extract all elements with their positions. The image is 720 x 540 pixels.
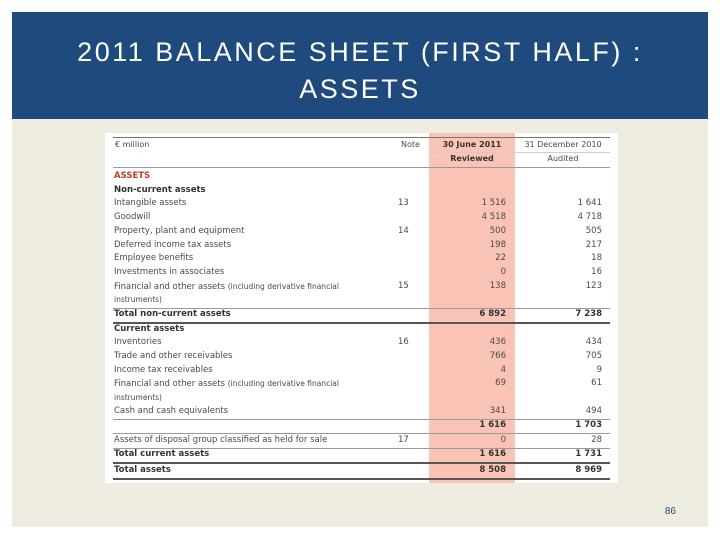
row-label: Property, plant and equipment — [114, 225, 245, 236]
row-note: 16 — [398, 337, 409, 348]
row-label: instruments) — [114, 295, 162, 305]
row-label — [114, 280, 339, 295]
row-value-2011: 0 — [500, 434, 506, 445]
row-value-2011: 4 518 — [481, 212, 506, 223]
row-value-2010: 1 641 — [577, 198, 602, 209]
table-row — [113, 350, 610, 364]
row-value-2011: 500 — [489, 225, 506, 236]
row-value-2010: 1 703 — [575, 420, 602, 430]
note-header: Note — [401, 140, 420, 149]
row-label — [114, 377, 339, 392]
row-value-2010: 705 — [585, 350, 602, 361]
row-value-2010: 123 — [585, 280, 602, 291]
row-label: Total assets — [114, 464, 171, 475]
row-value-2010: 16 — [591, 266, 602, 277]
table-top-rule — [113, 137, 610, 138]
title-bar — [12, 12, 708, 119]
row-note: 13 — [398, 198, 409, 209]
table-row — [113, 197, 610, 211]
table-row — [113, 419, 610, 433]
table-row — [113, 434, 610, 448]
row-label: Cash and cash equivalents — [114, 405, 229, 416]
row-value-2010: 4 718 — [577, 212, 602, 223]
row-label: Investments in associates — [114, 266, 225, 277]
row-label: Deferred income tax assets — [114, 239, 232, 250]
header-bottom-rule — [113, 167, 610, 168]
row-value-2010: 217 — [585, 239, 602, 250]
slide-title — [12, 34, 708, 108]
row-label: Assets of disposal group classified as held for sale — [114, 434, 328, 445]
balance-sheet-table-image — [105, 133, 618, 483]
row-label-main: Financial and other assets — [114, 281, 226, 292]
row-value-2011: 6 892 — [479, 309, 506, 319]
reviewed-header: Reviewed — [450, 154, 494, 163]
table-row — [113, 448, 610, 462]
row-label: Employee benefits — [114, 253, 194, 264]
row-label-qualifier: (including derivative financial — [227, 281, 339, 291]
unit-header: € million — [115, 140, 150, 149]
row-value-2010: 9 — [596, 364, 602, 375]
row-label: Intangible assets — [114, 198, 187, 209]
row-value-2011: 341 — [489, 405, 506, 416]
total-rule — [113, 478, 610, 480]
table-row — [113, 323, 610, 337]
row-value-2010: 18 — [591, 253, 602, 264]
table-row — [113, 405, 610, 419]
audited-header: Audited — [547, 154, 579, 163]
row-note: 15 — [398, 280, 409, 291]
row-label: Current assets — [114, 323, 185, 334]
row-value-2011: 198 — [489, 239, 506, 250]
table-row — [113, 184, 610, 198]
row-value-2010: 505 — [585, 225, 602, 236]
slide-title-line-1: 2011 BALANCE SHEET (FIRST HALF) : — [77, 37, 643, 67]
row-value-2011: 138 — [489, 280, 506, 291]
row-label: Trade and other receivables — [114, 350, 233, 361]
row-value-2010: 28 — [591, 434, 602, 445]
row-label-qualifier: (including derivative financial — [227, 379, 339, 389]
table-row — [113, 211, 610, 225]
table-row — [113, 464, 610, 478]
table-row — [113, 377, 610, 391]
row-note: 17 — [398, 434, 409, 445]
dec-2010-header: 31 December 2010 — [524, 140, 602, 149]
row-value-2011: 69 — [495, 378, 506, 389]
table-row — [113, 225, 610, 239]
row-value-2011: 4 — [500, 364, 506, 375]
row-value-2010: 8 969 — [575, 464, 602, 475]
row-label: Goodwill — [114, 212, 151, 223]
june-2011-header: 30 June 2011 — [442, 140, 502, 149]
slide-title-line-2: ASSETS — [299, 74, 421, 104]
table-row — [113, 170, 610, 184]
header-mid-rule — [429, 152, 610, 153]
row-value-2010: 494 — [585, 405, 602, 416]
row-value-2010: 1 731 — [575, 449, 602, 459]
table-row — [113, 336, 610, 350]
row-value-2011: 1 516 — [481, 198, 506, 209]
row-label: Total non-current assets — [114, 309, 231, 319]
row-value-2011: 8 508 — [479, 464, 506, 475]
row-label: instruments) — [114, 393, 162, 402]
table-row — [113, 280, 610, 294]
row-label: Income tax receivables — [114, 364, 213, 375]
table-row — [113, 364, 610, 378]
row-label: Inventories — [114, 337, 162, 348]
row-note: 14 — [398, 225, 409, 236]
page-number: 86 — [664, 506, 676, 517]
table-row — [113, 266, 610, 280]
table-row — [113, 293, 610, 307]
row-value-2010: 7 238 — [575, 309, 602, 319]
row-label: Non-current assets — [114, 184, 206, 195]
row-value-2011: 1 616 — [479, 449, 506, 459]
row-value-2011: 0 — [500, 266, 506, 277]
row-value-2011: 436 — [489, 337, 506, 348]
row-value-2010: 61 — [591, 378, 602, 389]
table-row — [113, 308, 610, 322]
table-row — [113, 252, 610, 266]
row-label-main: Financial and other assets — [114, 379, 226, 390]
row-value-2011: 22 — [495, 253, 506, 264]
row-label: ASSETS — [114, 171, 151, 181]
row-value-2011: 766 — [489, 350, 506, 361]
table-row — [113, 391, 610, 405]
row-label: Total current assets — [114, 449, 210, 459]
table-row — [113, 239, 610, 253]
row-value-2011: 1 616 — [479, 420, 506, 430]
row-value-2010: 434 — [585, 337, 602, 348]
